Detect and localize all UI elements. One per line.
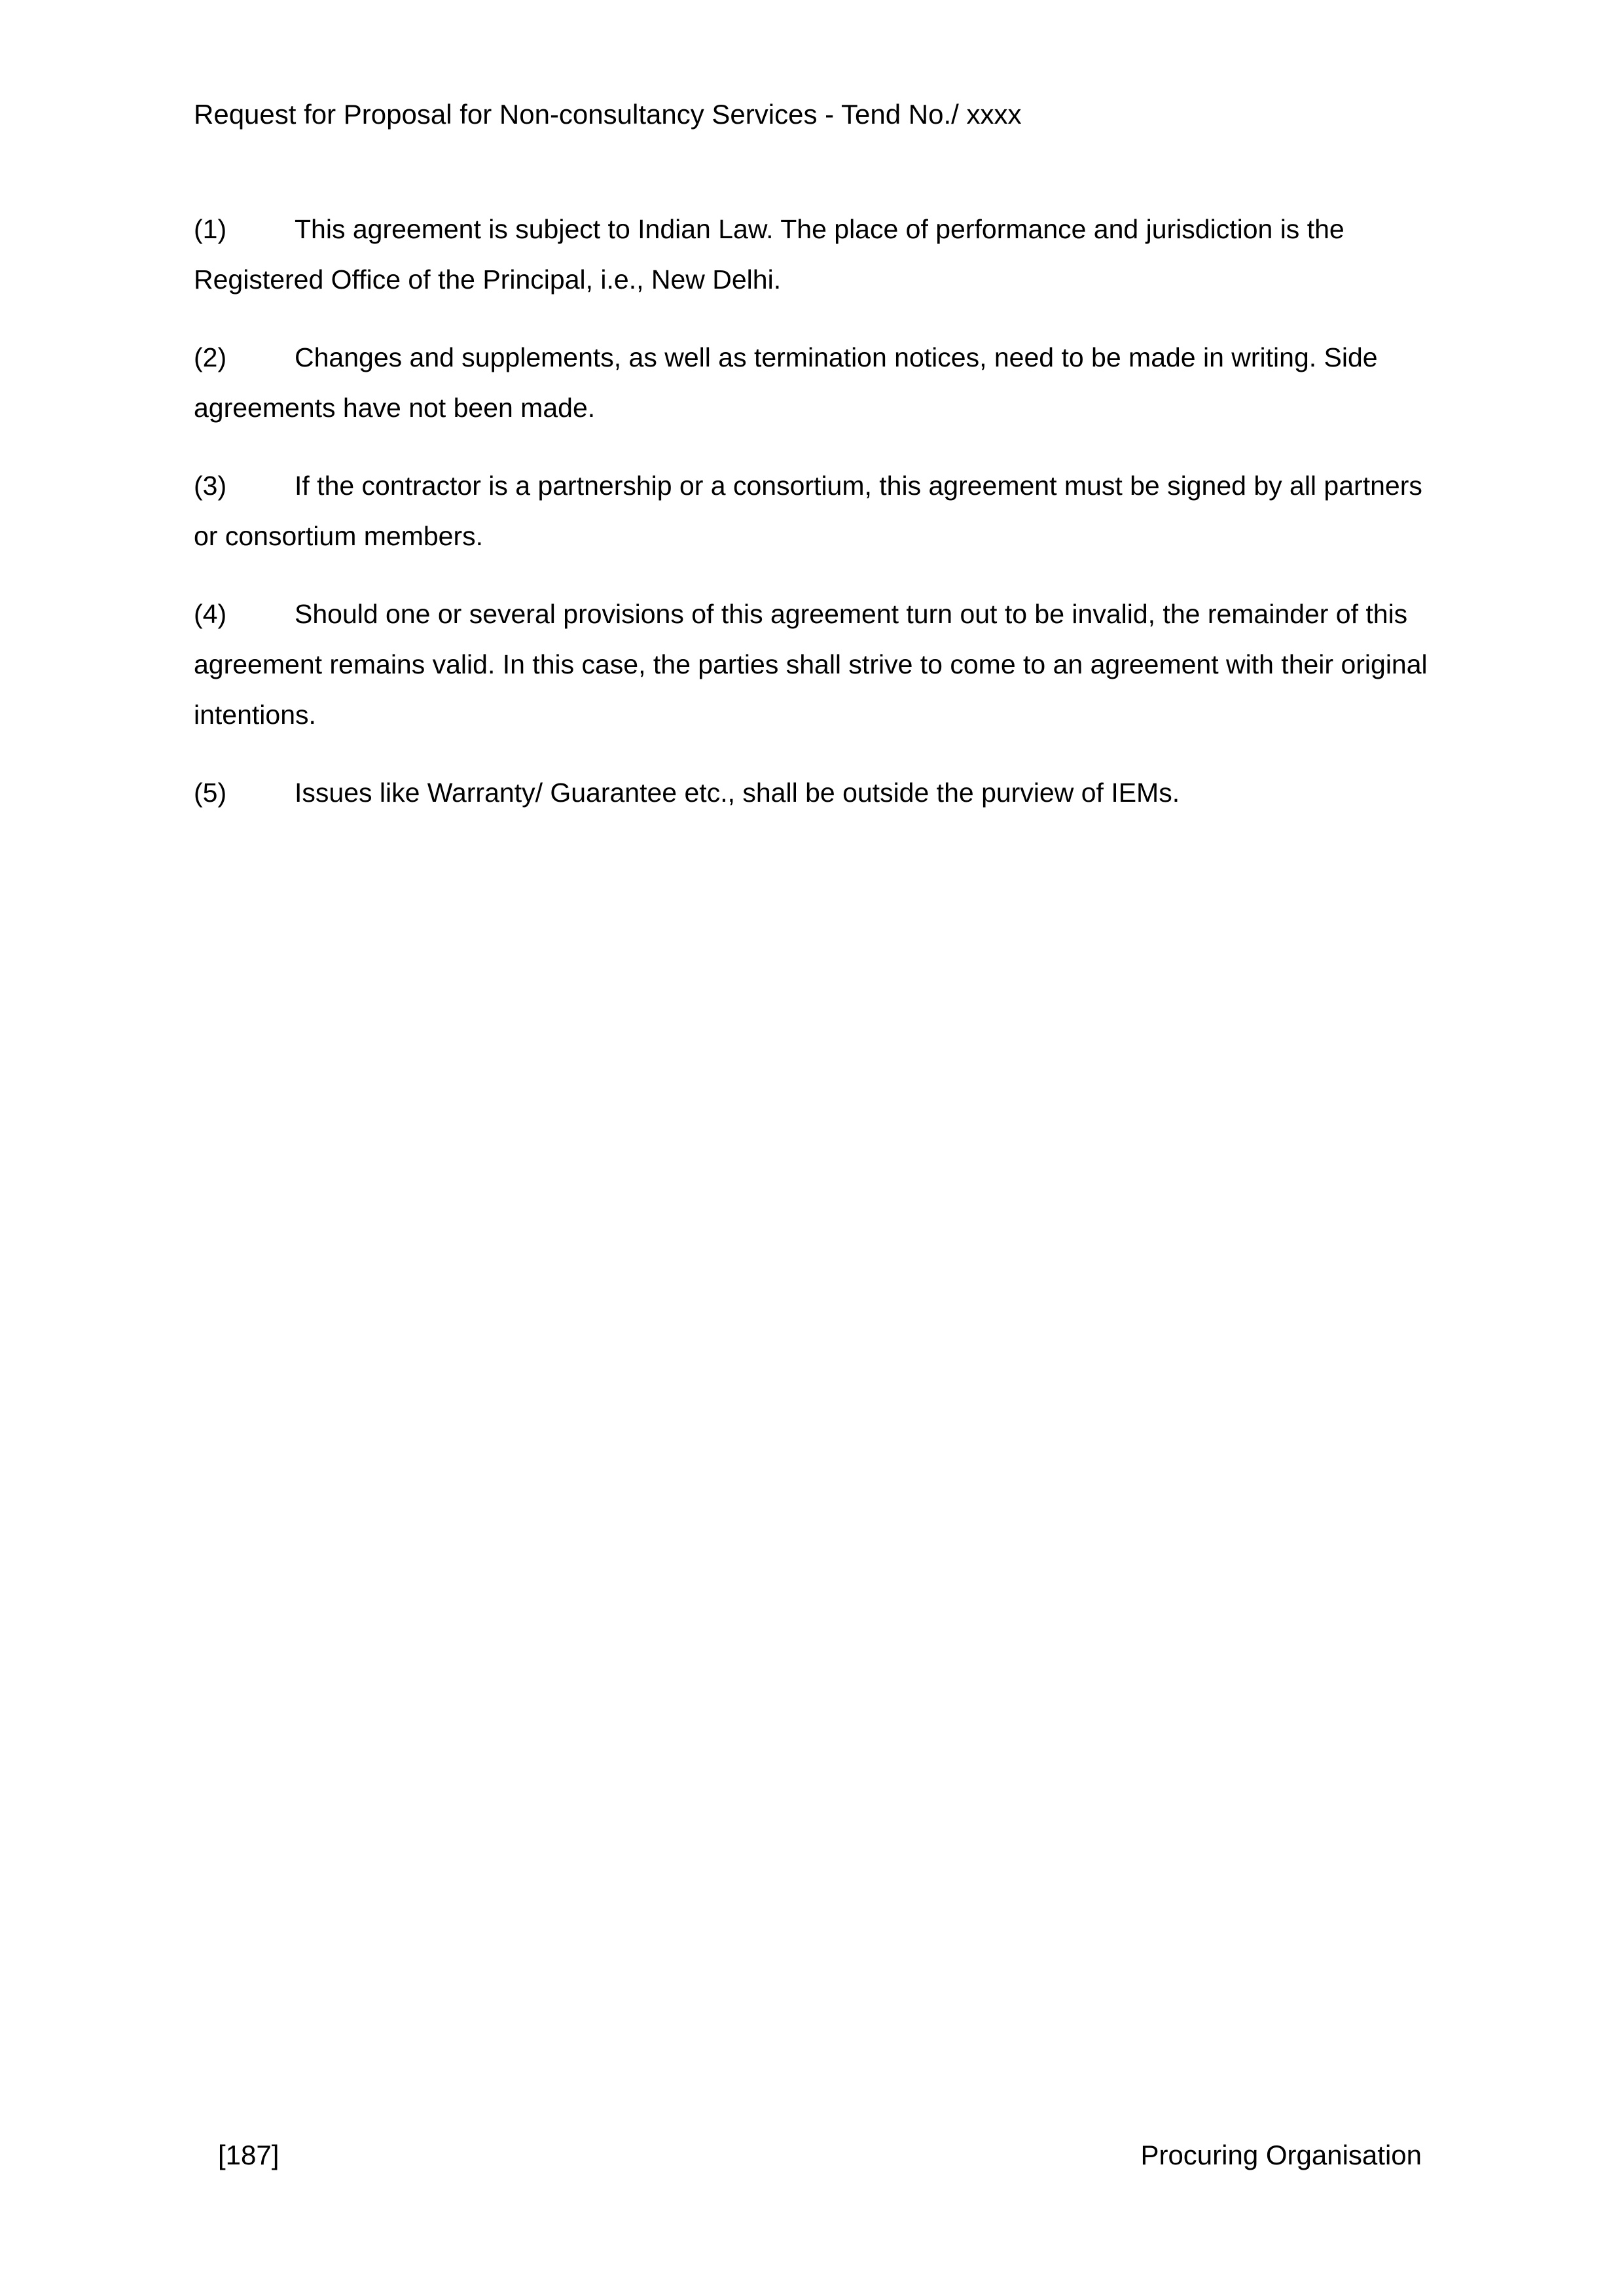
numbered-paragraph-3	[194, 461, 1432, 562]
paragraph-text: This agreement is subject to Indian Law. The place of performance and jurisdiction is the Registered Office of the Principal, i.e., New Delhi.	[194, 214, 1344, 295]
paragraph-text: If the contractor is a partnership or a consortium, this agreement must be signed by all partners or consortium members.	[194, 471, 1422, 551]
paragraph-number: (2)	[194, 342, 227, 372]
paragraph-number: (1)	[194, 214, 227, 244]
page-header-title: Request for Proposal for Non-consultancy Services - Tend No./ xxxx	[194, 99, 1022, 130]
paragraph-number: (5)	[194, 778, 227, 808]
numbered-paragraph-4	[194, 589, 1432, 740]
paragraph-text: Issues like Warranty/ Guarantee etc., shall be outside the purview of IEMs.	[295, 778, 1180, 808]
paragraph-text: Should one or several provisions of this agreement turn out to be invalid, the remainder of this agreement remains valid. In this case, the parties shall strive to come to an agreement with their original intentions.	[194, 599, 1428, 730]
numbered-paragraph-2	[194, 332, 1432, 433]
paragraph-number: (4)	[194, 599, 227, 629]
paragraph-text: Changes and supplements, as well as termination notices, need to be made in writing. Side agreements have not been made.	[194, 342, 1378, 423]
numbered-paragraph-1	[194, 204, 1432, 305]
paragraph-number: (3)	[194, 471, 227, 501]
footer-organisation-label: Procuring Organisation	[1140, 2140, 1422, 2170]
numbered-paragraph-5	[194, 768, 1432, 818]
document-body	[194, 204, 1432, 846]
page-number: [187]	[218, 2140, 280, 2170]
